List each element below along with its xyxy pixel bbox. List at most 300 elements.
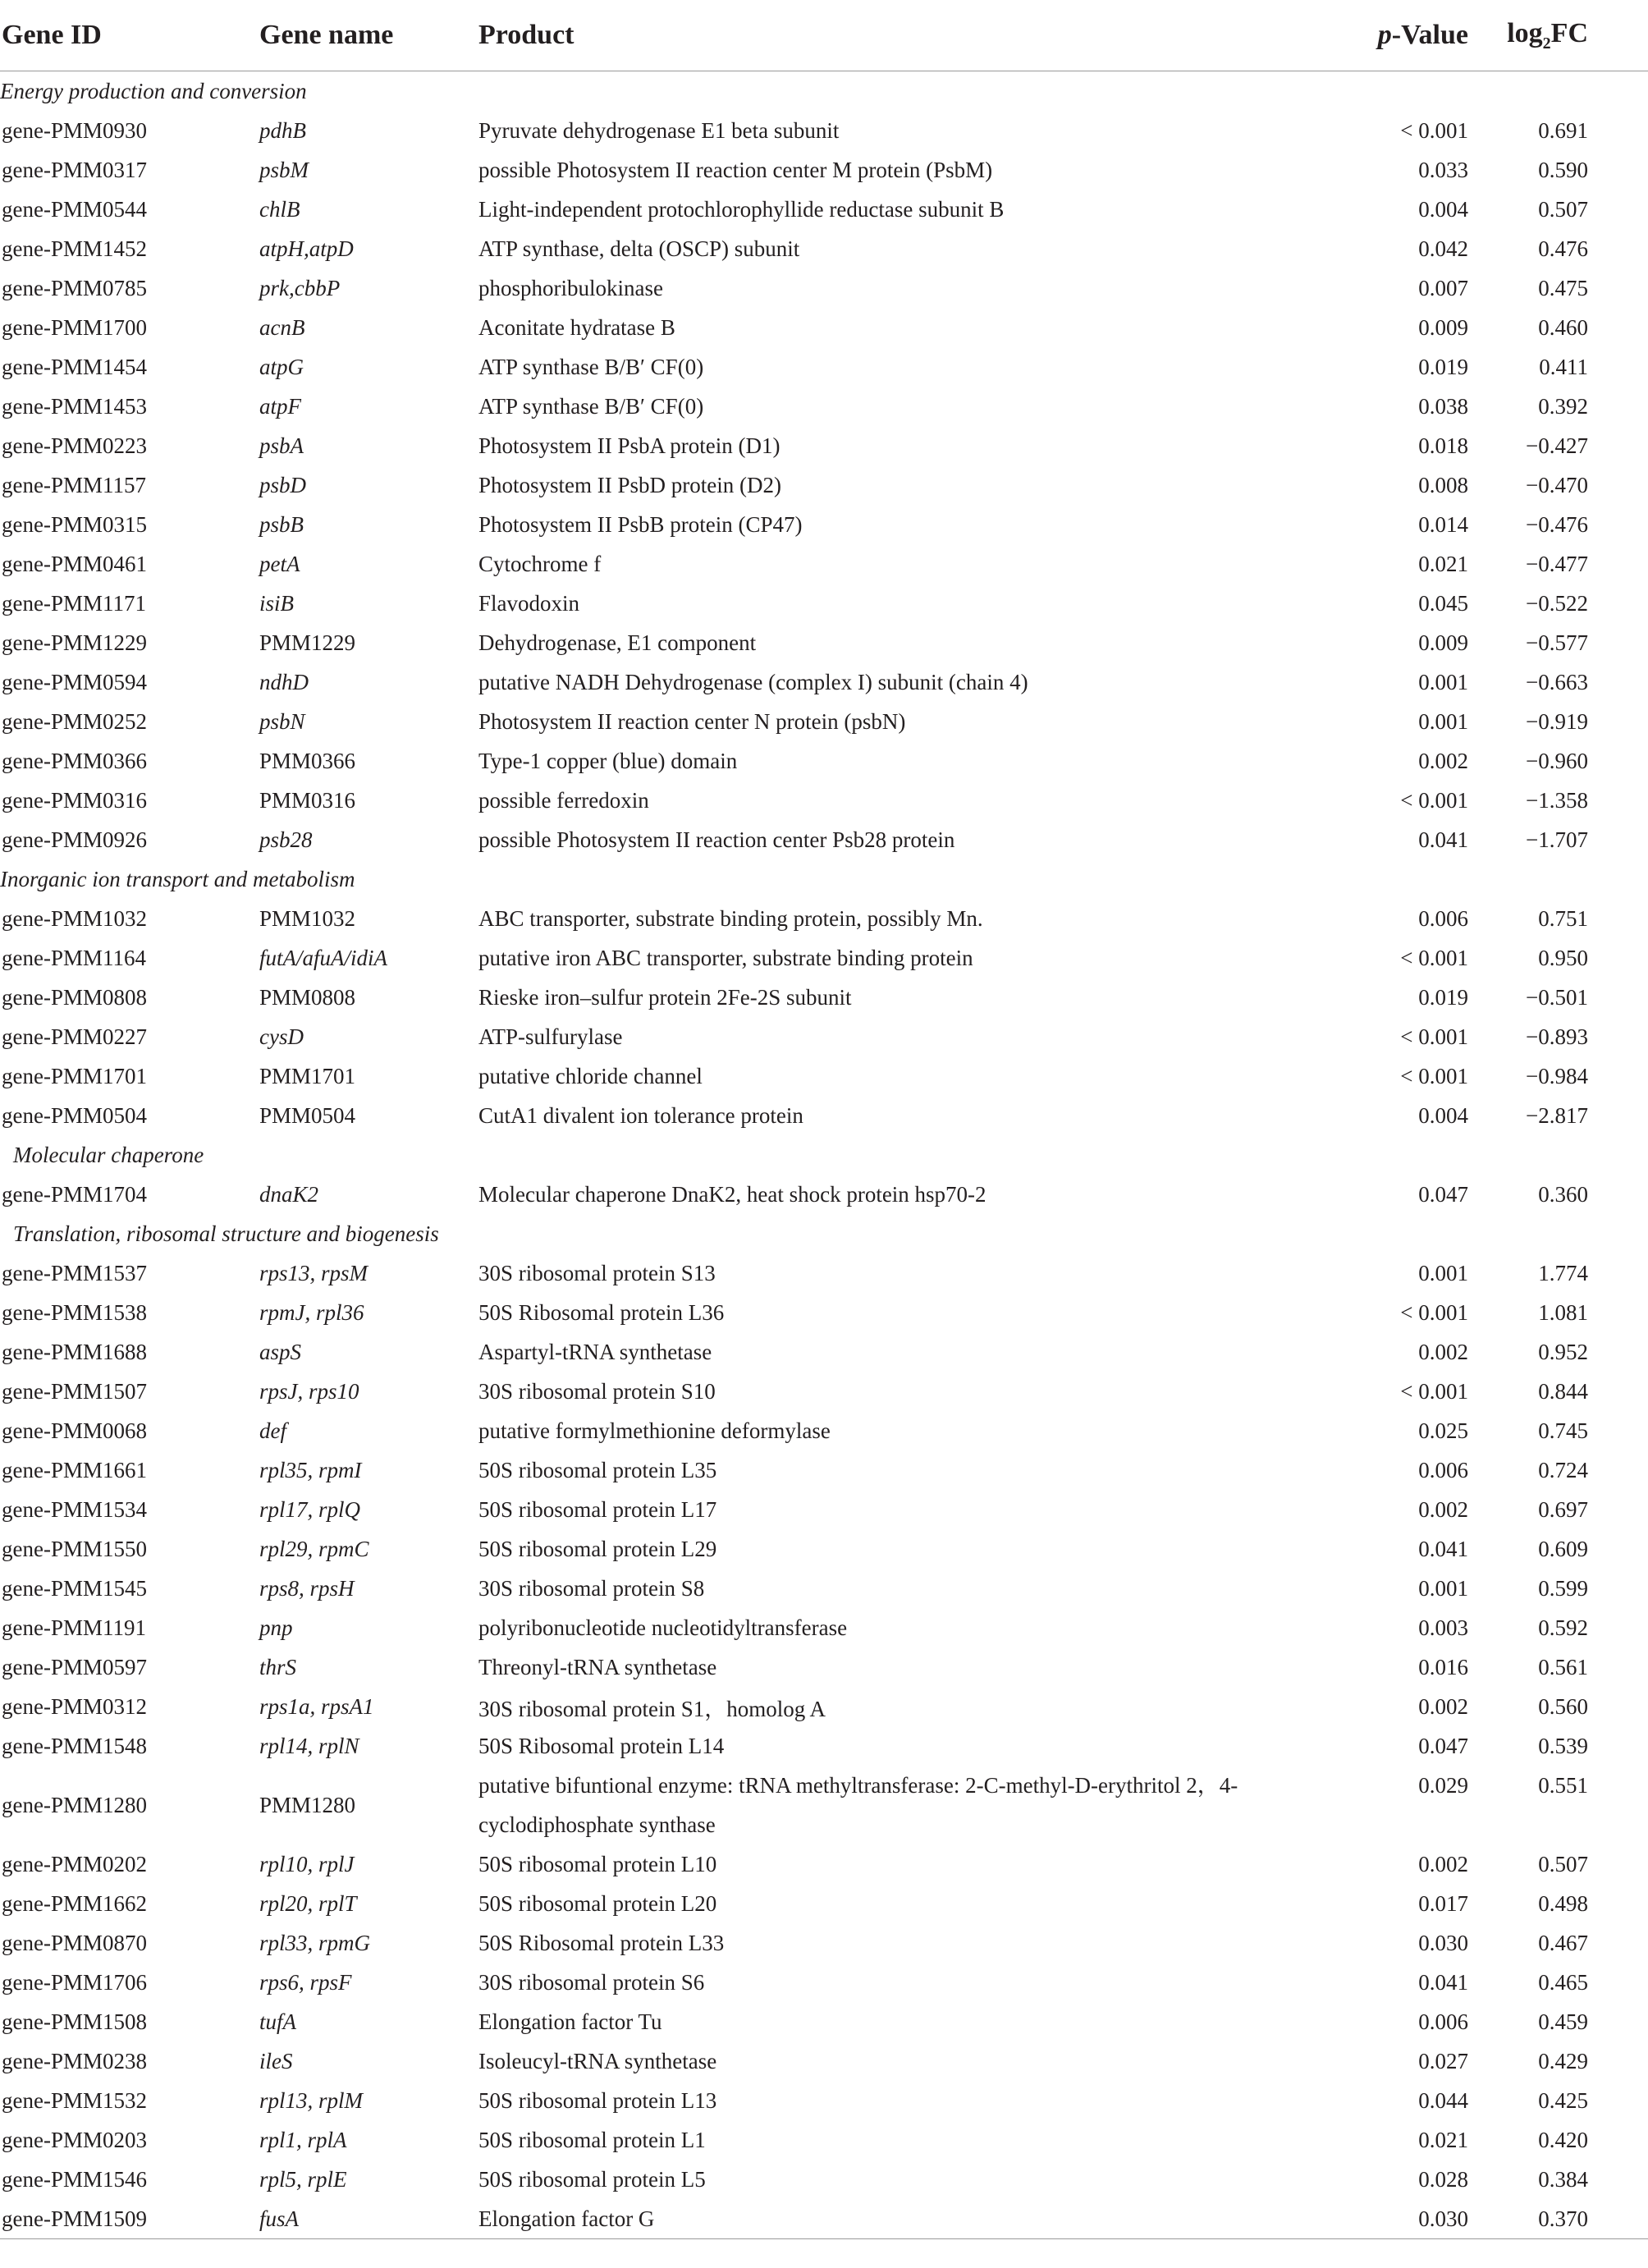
row-spacer [1588, 662, 1648, 702]
table-row [0, 1569, 1648, 1608]
product-cell: ATP-sulfurylase [478, 1024, 623, 1049]
p-value-cell: 0.004 [1418, 196, 1468, 222]
gene-name-cell: rpl13, rplM [259, 2087, 364, 2113]
p-value-cell: 0.001 [1418, 1260, 1468, 1285]
gene-id-cell: gene-PMM0317 [2, 157, 147, 182]
section-row [0, 1214, 1648, 1253]
row-spacer [1588, 308, 1648, 347]
p-value-cell: 0.019 [1418, 984, 1468, 1010]
log2fc-cell: −0.577 [1526, 630, 1588, 655]
row-spacer [1588, 426, 1648, 465]
row-spacer [1588, 584, 1648, 623]
row-spacer [1588, 229, 1648, 268]
gene-id-cell: gene-PMM0202 [2, 1851, 147, 1876]
row-spacer [1588, 1372, 1648, 1411]
product-cell: Threonyl-tRNA synthetase [478, 1654, 717, 1679]
row-spacer [1588, 2002, 1648, 2041]
p-value-cell: 0.009 [1418, 314, 1468, 340]
section-title: Translation, ribosomal structure and biogenesis [13, 1221, 439, 1246]
section-title: Molecular chaperone [13, 1142, 204, 1167]
p-value-cell: 0.006 [1418, 2009, 1468, 2034]
log2fc-cell: 0.360 [1538, 1181, 1588, 1207]
row-spacer [1588, 1569, 1648, 1608]
product-cell: 50S ribosomal protein L1 [478, 2127, 706, 2152]
p-value-cell: < 0.001 [1400, 945, 1468, 970]
table-row [0, 2120, 1648, 2160]
log2fc-cell: 0.561 [1538, 1654, 1588, 1679]
log2fc-cell: 0.507 [1538, 1851, 1588, 1876]
log2fc-cell: 0.599 [1538, 1575, 1588, 1601]
row-spacer [1588, 702, 1648, 741]
log2fc-cell: 0.370 [1468, 2199, 1588, 2239]
p-value-cell: 0.001 [1418, 708, 1468, 734]
row-spacer [1588, 111, 1648, 150]
p-value-cell: < 0.001 [1400, 1299, 1468, 1325]
gene-name-cell: futA/afuA/idiA [259, 945, 387, 970]
p-value-cell: 0.006 [1418, 1457, 1468, 1482]
p-value-cell: 0.033 [1418, 157, 1468, 182]
gene-id-cell: gene-PMM0594 [2, 669, 147, 694]
gene-id-cell: gene-PMM1229 [2, 630, 147, 655]
gene-id-cell: gene-PMM1032 [2, 905, 147, 931]
product-cell: putative iron ABC transporter, substrate binding protein [478, 945, 973, 970]
log2fc-cell: −0.501 [1526, 984, 1588, 1010]
gene-name-cell: chlB [259, 196, 300, 222]
log2fc-cell: −0.663 [1526, 669, 1588, 694]
table-row [0, 1490, 1648, 1529]
gene-id-cell: gene-PMM1548 [2, 1733, 147, 1758]
table-row [0, 1293, 1648, 1332]
table-row [0, 741, 1648, 781]
p-value-cell: 0.004 [1418, 1102, 1468, 1128]
gene-name-cell: acnB [259, 314, 305, 340]
gene-name-cell: dnaK2 [259, 1181, 319, 1207]
product-cell: polyribonucleotide nucleotidyltransferase [478, 1615, 848, 1640]
row-spacer [1588, 1017, 1648, 1056]
row-spacer [1588, 544, 1648, 584]
table-row [0, 623, 1648, 662]
table-row [0, 2041, 1648, 2081]
gene-id-cell: gene-PMM0203 [2, 2127, 147, 2152]
log2fc-cell: 0.420 [1538, 2127, 1588, 2152]
row-spacer [1588, 387, 1648, 426]
table-row [0, 1844, 1648, 1884]
p-value-cell: < 0.001 [1400, 117, 1468, 143]
product-cell: putative NADH Dehydrogenase (complex I) subunit (chain 4) [478, 669, 1028, 694]
row-spacer [1588, 820, 1648, 859]
gene-name-cell: PMM1032 [259, 905, 356, 931]
gene-id-cell: gene-PMM1509 [0, 2199, 259, 2239]
product-cell: 30S ribosomal protein S6 [478, 1969, 705, 1995]
row-spacer [1588, 150, 1648, 190]
log2fc-cell: 0.384 [1538, 2166, 1588, 2192]
p-value-cell: 0.001 [1418, 669, 1468, 694]
row-spacer [1588, 1411, 1648, 1450]
gene-id-cell: gene-PMM1704 [2, 1181, 147, 1207]
row-spacer [1588, 505, 1648, 544]
gene-name-cell: rpl29, rpmC [259, 1536, 369, 1561]
table-row [0, 702, 1648, 741]
row-spacer [1588, 2041, 1648, 2081]
log2fc-cell: 0.560 [1538, 1693, 1588, 1719]
p-value-cell: 0.021 [1418, 551, 1468, 576]
gene-name-cell: PMM0808 [259, 984, 356, 1010]
gene-name-cell: PMM1229 [259, 630, 356, 655]
product-cell: Flavodoxin [478, 590, 580, 616]
product-cell: putative chloride channel [478, 1063, 703, 1088]
log2fc-cell: 0.609 [1538, 1536, 1588, 1561]
gene-name-cell: rpmJ, rpl36 [259, 1299, 364, 1325]
gene-id-cell: gene-PMM0544 [2, 196, 147, 222]
gene-name-cell: ndhD [259, 669, 309, 694]
table-row [0, 781, 1648, 820]
header-p-italic: p [1377, 20, 1392, 50]
product-cell: 50S Ribosomal protein L33 [478, 1930, 725, 1955]
row-spacer [1588, 938, 1648, 978]
table-row [0, 1253, 1648, 1293]
gene-name-cell: rps6, rpsF [259, 1969, 352, 1995]
table-row [0, 899, 1648, 938]
p-value-cell: 0.002 [1418, 1496, 1468, 1522]
log2fc-cell: −2.817 [1526, 1102, 1588, 1128]
header-log-sub: 2 [1542, 34, 1551, 53]
log2fc-cell: 0.952 [1538, 1339, 1588, 1364]
row-spacer [1588, 268, 1648, 308]
row-spacer [1588, 1726, 1648, 1766]
section-row [0, 71, 1648, 112]
table-body [0, 71, 1648, 2239]
table-row [0, 111, 1648, 150]
table-row [0, 268, 1648, 308]
product-cell: Photosystem II PsbD protein (D2) [478, 472, 781, 497]
p-value-cell: 0.044 [1418, 2087, 1468, 2113]
row-spacer [1588, 1687, 1648, 1726]
gene-name-cell: prk,cbbP [259, 275, 341, 300]
p-value-cell: 0.002 [1418, 1851, 1468, 1876]
p-value-cell: 0.025 [1418, 1418, 1468, 1443]
gene-id-cell: gene-PMM0926 [2, 827, 147, 852]
log2fc-cell: 0.745 [1538, 1418, 1588, 1443]
table-row [0, 1647, 1648, 1687]
log2fc-cell: −0.893 [1526, 1024, 1588, 1049]
row-spacer [1588, 1608, 1648, 1647]
product-cell: ATP synthase, delta (OSCP) subunit [478, 236, 800, 261]
header-log-suffix: FC [1550, 17, 1588, 48]
row-spacer [1588, 1175, 1648, 1214]
product-cell: Photosystem II PsbA protein (D1) [478, 433, 781, 458]
p-value-cell: 0.028 [1418, 2166, 1468, 2192]
p-value-cell: < 0.001 [1400, 1024, 1468, 1049]
log2fc-cell: 0.429 [1538, 2048, 1588, 2073]
p-value-cell: 0.030 [1299, 2199, 1468, 2239]
product-cell: Cytochrome f [478, 551, 602, 576]
gene-name-cell: rpl33, rpmG [259, 1930, 371, 1955]
section-title: Inorganic ion transport and metabolism [0, 866, 355, 891]
gene-id-cell: gene-PMM1532 [2, 2087, 147, 2113]
gene-id-cell: gene-PMM1452 [2, 236, 147, 261]
p-value-cell: 0.002 [1418, 1693, 1468, 1719]
gene-name-cell: rpl35, rpmI [259, 1457, 362, 1482]
row-spacer [1588, 1293, 1648, 1332]
header-row [0, 0, 1648, 71]
log2fc-cell: −0.427 [1526, 433, 1588, 458]
row-spacer [1588, 465, 1648, 505]
table-row [0, 1450, 1648, 1490]
gene-name-cell: PMM0316 [259, 787, 356, 813]
p-value-cell: 0.006 [1418, 905, 1468, 931]
log2fc-cell: −0.476 [1526, 511, 1588, 537]
product-cell: 50S Ribosomal protein L14 [478, 1733, 725, 1758]
gene-name-cell: ileS [259, 2048, 293, 2073]
log2fc-cell: −0.984 [1526, 1063, 1588, 1088]
gene-name-cell: psbN [259, 708, 305, 734]
table-row [0, 190, 1648, 229]
product-cell: Type-1 copper (blue) domain [478, 748, 738, 773]
gene-name-cell: pdhB [259, 117, 306, 143]
header-gene-name: Gene name [259, 0, 478, 71]
table-row [0, 938, 1648, 978]
gene-id-cell: gene-PMM0252 [2, 708, 147, 734]
gene-name-cell: atpF [259, 393, 301, 419]
log2fc-cell: 0.950 [1538, 945, 1588, 970]
p-value-cell: 0.041 [1418, 1536, 1468, 1561]
product-cell: Aspartyl-tRNA synthetase [478, 1339, 712, 1364]
row-spacer [1588, 1963, 1648, 2002]
gene-name-cell: rpl17, rplQ [259, 1496, 361, 1522]
gene-name-cell: atpH,atpD [259, 236, 354, 261]
log2fc-cell: −0.919 [1526, 708, 1588, 734]
product-cell: Elongation factor Tu [478, 2009, 662, 2034]
row-spacer [1588, 2160, 1648, 2199]
row-spacer [1588, 190, 1648, 229]
row-spacer [1588, 1766, 1648, 1844]
product-cell: 50S ribosomal protein L5 [478, 2166, 706, 2192]
p-value-cell: 0.019 [1418, 354, 1468, 379]
log2fc-cell: −1.707 [1526, 827, 1588, 852]
row-spacer [1588, 1096, 1648, 1135]
header-gene-id: Gene ID [0, 0, 259, 71]
row-spacer [1588, 623, 1648, 662]
table-row [0, 1963, 1648, 2002]
gene-id-cell: gene-PMM1701 [2, 1063, 147, 1088]
table-row [0, 2002, 1648, 2041]
table-row [0, 465, 1648, 505]
table-row [0, 544, 1648, 584]
row-spacer [1588, 1450, 1648, 1490]
log2fc-cell: 0.844 [1538, 1378, 1588, 1404]
gene-id-cell: gene-PMM1171 [2, 590, 146, 616]
table-row [0, 1884, 1648, 1923]
table-row [0, 1608, 1648, 1647]
gene-name-cell: rps8, rpsH [259, 1575, 355, 1601]
gene-id-cell: gene-PMM1706 [2, 1969, 147, 1995]
row-spacer [1588, 1253, 1648, 1293]
gene-id-cell: gene-PMM1280 [2, 1792, 147, 1817]
gene-id-cell: gene-PMM1454 [2, 354, 147, 379]
header-spacer [1588, 0, 1648, 71]
product-cell: 50S ribosomal protein L20 [478, 1890, 717, 1916]
p-value-cell: 0.007 [1418, 275, 1468, 300]
row-spacer [1588, 1844, 1648, 1884]
gene-id-cell: gene-PMM0870 [2, 1930, 147, 1955]
gene-id-cell: gene-PMM1545 [2, 1575, 147, 1601]
p-value-cell: 0.016 [1418, 1654, 1468, 1679]
product-cell: 50S ribosomal protein L35 [478, 1457, 717, 1482]
log2fc-cell: 0.475 [1538, 275, 1588, 300]
product-cell: 50S ribosomal protein L10 [478, 1851, 717, 1876]
gene-id-cell: gene-PMM0366 [2, 748, 147, 773]
p-value-cell: 0.002 [1418, 748, 1468, 773]
gene-name-cell: rps13, rpsM [259, 1260, 369, 1285]
product-cell: Light-independent protochlorophyllide reductase subunit B [478, 196, 1005, 222]
table-row [0, 426, 1648, 465]
product-cell: putative bifuntional enzyme: tRNA methyltransferase: 2-C-methyl-D-erythritol 2，4-cyclodiphosphate synthase [478, 1773, 1238, 1837]
product-cell: Isoleucyl-tRNA synthetase [478, 2048, 717, 2073]
gene-name-cell: PMM0366 [259, 748, 356, 773]
gene-name-cell: fusA [259, 2199, 478, 2239]
log2fc-cell: 0.498 [1538, 1890, 1588, 1916]
section-row [0, 1135, 1648, 1175]
log2fc-cell: −0.960 [1526, 748, 1588, 773]
row-spacer [1588, 2120, 1648, 2160]
table-row [0, 505, 1648, 544]
row-spacer [1588, 1332, 1648, 1372]
table-row [0, 584, 1648, 623]
table-row [0, 1017, 1648, 1056]
header-log2fc [1468, 0, 1588, 71]
table-row [0, 1372, 1648, 1411]
gene-id-cell: gene-PMM1534 [2, 1496, 147, 1522]
gene-id-cell: gene-PMM0315 [2, 511, 147, 537]
p-value-cell: 0.018 [1418, 433, 1468, 458]
p-value-cell: 0.045 [1418, 590, 1468, 616]
gene-name-cell: psbM [259, 157, 309, 182]
product-cell: 30S ribosomal protein S10 [478, 1378, 716, 1404]
table-row [0, 1332, 1648, 1372]
gene-id-cell: gene-PMM1508 [2, 2009, 147, 2034]
gene-name-cell: cysD [259, 1024, 304, 1049]
row-spacer [1588, 1923, 1648, 1963]
product-cell: Photosystem II PsbB protein (CP47) [478, 511, 803, 537]
table-row [0, 1096, 1648, 1135]
gene-id-cell: gene-PMM0461 [2, 551, 147, 576]
gene-name-cell: rps1a, rpsA1 [259, 1693, 374, 1719]
gene-id-cell: gene-PMM1537 [2, 1260, 147, 1285]
log2fc-cell: 0.691 [1538, 117, 1588, 143]
gene-name-cell: psbD [259, 472, 307, 497]
log2fc-cell: 0.507 [1538, 196, 1588, 222]
product-cell: Elongation factor G [478, 2199, 1299, 2239]
row-spacer [1588, 978, 1648, 1017]
gene-id-cell: gene-PMM0227 [2, 1024, 147, 1049]
log2fc-cell: −0.470 [1526, 472, 1588, 497]
p-value-cell: 0.003 [1418, 1615, 1468, 1640]
log2fc-cell: 0.411 [1539, 354, 1588, 379]
product-cell: CutA1 divalent ion tolerance protein [478, 1102, 803, 1128]
gene-id-cell: gene-PMM0316 [2, 787, 147, 813]
row-spacer [1588, 1490, 1648, 1529]
row-spacer [1588, 899, 1648, 938]
table-row [0, 662, 1648, 702]
section-row [0, 859, 1648, 899]
gene-name-cell: rpsJ, rps10 [259, 1378, 359, 1404]
p-value-cell: 0.021 [1418, 2127, 1468, 2152]
p-value-cell: 0.029 [1418, 1773, 1468, 1798]
product-cell: possible Photosystem II reaction center M protein (PsbM) [478, 157, 993, 182]
row-spacer [1588, 347, 1648, 387]
product-cell: ATP synthase B/B′ CF(0) [478, 393, 704, 419]
table-row [0, 2081, 1648, 2120]
gene-name-cell: thrS [259, 1654, 297, 1679]
product-cell: Rieske iron–sulfur protein 2Fe-2S subunit [478, 984, 852, 1010]
log2fc-cell: 1.081 [1538, 1299, 1588, 1325]
gene-id-cell: gene-PMM1507 [2, 1378, 147, 1404]
log2fc-cell: 0.392 [1538, 393, 1588, 419]
gene-name-cell: rpl5, rplE [259, 2166, 347, 2192]
p-value-cell: < 0.001 [1400, 1063, 1468, 1088]
gene-name-cell: rpl20, rplT [259, 1890, 357, 1916]
gene-id-cell: gene-PMM1700 [2, 314, 147, 340]
p-value-cell: < 0.001 [1400, 1378, 1468, 1404]
gene-name-cell: psb28 [259, 827, 313, 852]
row-spacer [1588, 781, 1648, 820]
table-row [0, 1056, 1648, 1096]
gene-id-cell: gene-PMM1550 [2, 1536, 147, 1561]
p-value-cell: 0.030 [1418, 1930, 1468, 1955]
row-spacer [1588, 1647, 1648, 1687]
product-cell: 50S ribosomal protein L13 [478, 2087, 717, 2113]
gene-name-cell: PMM0504 [259, 1102, 356, 1128]
gene-id-cell: gene-PMM0068 [2, 1418, 147, 1443]
table-row [0, 1726, 1648, 1766]
gene-id-cell: gene-PMM0597 [2, 1654, 147, 1679]
product-cell: 30S ribosomal protein S8 [478, 1575, 705, 1601]
table-row [0, 1923, 1648, 1963]
p-value-cell: 0.042 [1418, 236, 1468, 261]
gene-name-cell: psbB [259, 511, 304, 537]
log2fc-cell: 0.590 [1538, 157, 1588, 182]
p-value-cell: 0.008 [1418, 472, 1468, 497]
product-cell: 50S Ribosomal protein L36 [478, 1299, 725, 1325]
table-row [0, 150, 1648, 190]
p-value-cell: 0.001 [1418, 1575, 1468, 1601]
log2fc-cell: 0.465 [1538, 1969, 1588, 1995]
log2fc-cell: 0.551 [1538, 1773, 1588, 1798]
product-cell: putative formylmethionine deformylase [478, 1418, 831, 1443]
product-cell: Molecular chaperone DnaK2, heat shock protein hsp70-2 [478, 1181, 987, 1207]
row-spacer [1588, 1884, 1648, 1923]
product-cell: 30S ribosomal protein S13 [478, 1260, 716, 1285]
gene-id-cell: gene-PMM0223 [2, 433, 147, 458]
p-value-cell: 0.027 [1418, 2048, 1468, 2073]
gene-id-cell: gene-PMM1546 [2, 2166, 147, 2192]
product-cell: 30S ribosomal protein S1，homolog A [478, 1696, 826, 1721]
gene-name-cell: def [259, 1418, 286, 1443]
log2fc-cell: 0.460 [1538, 314, 1588, 340]
gene-name-cell: petA [259, 551, 300, 576]
gene-name-cell: atpG [259, 354, 304, 379]
gene-name-cell: aspS [259, 1339, 302, 1364]
table-row [0, 229, 1648, 268]
gene-name-cell: isiB [259, 590, 295, 616]
gene-id-cell: gene-PMM1688 [2, 1339, 147, 1364]
product-cell: Dehydrogenase, E1 component [478, 630, 757, 655]
row-spacer [1588, 741, 1648, 781]
log2fc-cell: 0.592 [1538, 1615, 1588, 1640]
product-cell: 50S ribosomal protein L29 [478, 1536, 717, 1561]
gene-id-cell: gene-PMM0785 [2, 275, 147, 300]
product-cell: phosphoribulokinase [478, 275, 663, 300]
